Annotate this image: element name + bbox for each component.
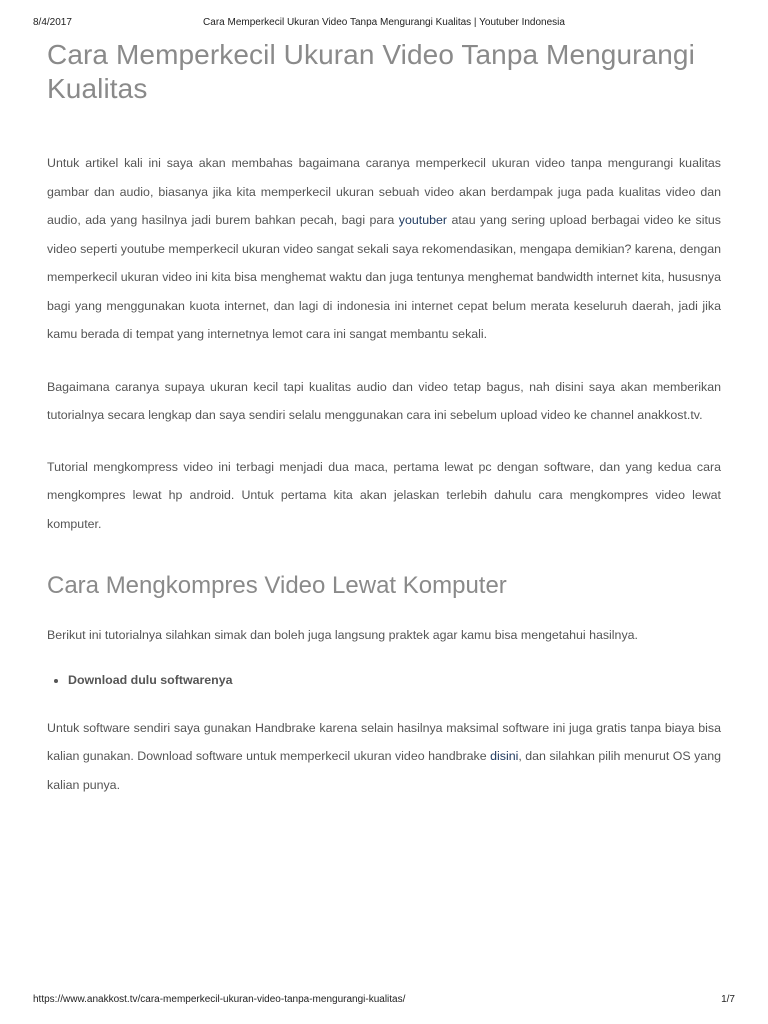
youtuber-link[interactable]: youtuber (398, 213, 448, 227)
paragraph-software (47, 714, 721, 800)
print-footer (33, 994, 735, 1008)
paragraph-how: Bagaimana caranya supaya ukuran kecil tapi kualitas audio dan video tetap bagus, nah disini saya akan memberikan tutorialnya secara lengkap dan saya sendiri selalu menggunakan cara ini sebelum upload video ke channel anakkost.tv. (47, 379, 721, 422)
article-title: Cara Memperkecil Ukuran Video Tanpa Mengurangi Kualitas (47, 39, 695, 104)
download-disini-link[interactable]: disini (490, 749, 519, 763)
print-url: https://www.anakkost.tv/cara-memperkecil-ukuran-video-tanpa-mengurangi-kualitas/ (33, 994, 406, 1005)
section-intro: Berikut ini tutorialnya silahkan simak dan boleh juga langsung praktek agar kamu bisa mengetahui hasilnya. (47, 628, 638, 642)
print-date: 8/4/2017 (33, 17, 72, 28)
print-document-title: Cara Memperkecil Ukuran Video Tanpa Mengurangi Kualitas | Youtuber Indonesia (203, 17, 565, 28)
paragraph-tutorial-overview: Tutorial mengkompress video ini terbagi menjadi dua maca, pertama lewat pc dengan software, dan yang kedua cara mengkompres lewat hp android. Untuk pertama kita akan jelaskan terlebih dahulu cara mengkompres video lewat komputer. (47, 459, 721, 531)
paragraph-software-text-a: Untuk software sendiri saya gunakan Handbrake karena selain hasilnya maksimal software ini juga gratis tanpa biaya bisa kalian gunakan. Download software untuk memperkecil ukuran video handbrake (47, 720, 721, 763)
paragraph-intro-text-a: Untuk artikel kali ini saya akan membahas bagaimana caranya memperkecil ukuran video tanpa mengurangi kualitas gambar dan audio, biasanya jika kita memperkecil ukuran sebuah video akan berdampak juga pada kualitas video dan audio, ada yang hasilnya jadi burem bahkan pecah, bagi para (47, 156, 721, 227)
print-header (33, 17, 735, 31)
article-content (47, 38, 721, 799)
step-item-download: • Download dulu softwarenya (68, 666, 721, 694)
page-number: 1/7 (721, 994, 735, 1005)
section-title: Cara Mengkompres Video Lewat Komputer (47, 572, 507, 599)
step-list (47, 666, 721, 694)
paragraph-intro-text-b: atau yang sering upload berbagai video ke situs video seperti youtube memperkecil ukuran video sangat sekali saya rekomendasikan, mengapa demikian? karena, dengan memperkecil ukuran video ini kita bisa menghemat waktu dan juga tentunya menghemat bandwidth internet kita, hususnya bagi yang menggunakan kuota internet, dan lagi di indonesia ini internet cepat belum merata keseluruh daerah, jadi jika kamu berada di tempat yang internetnya lemot cara ini sangat membantu sekali. (47, 213, 721, 341)
paragraph-software-text-b: , dan silahkan pilih menurut OS yang kalian punya. (47, 749, 722, 792)
paragraph-intro (47, 149, 721, 349)
